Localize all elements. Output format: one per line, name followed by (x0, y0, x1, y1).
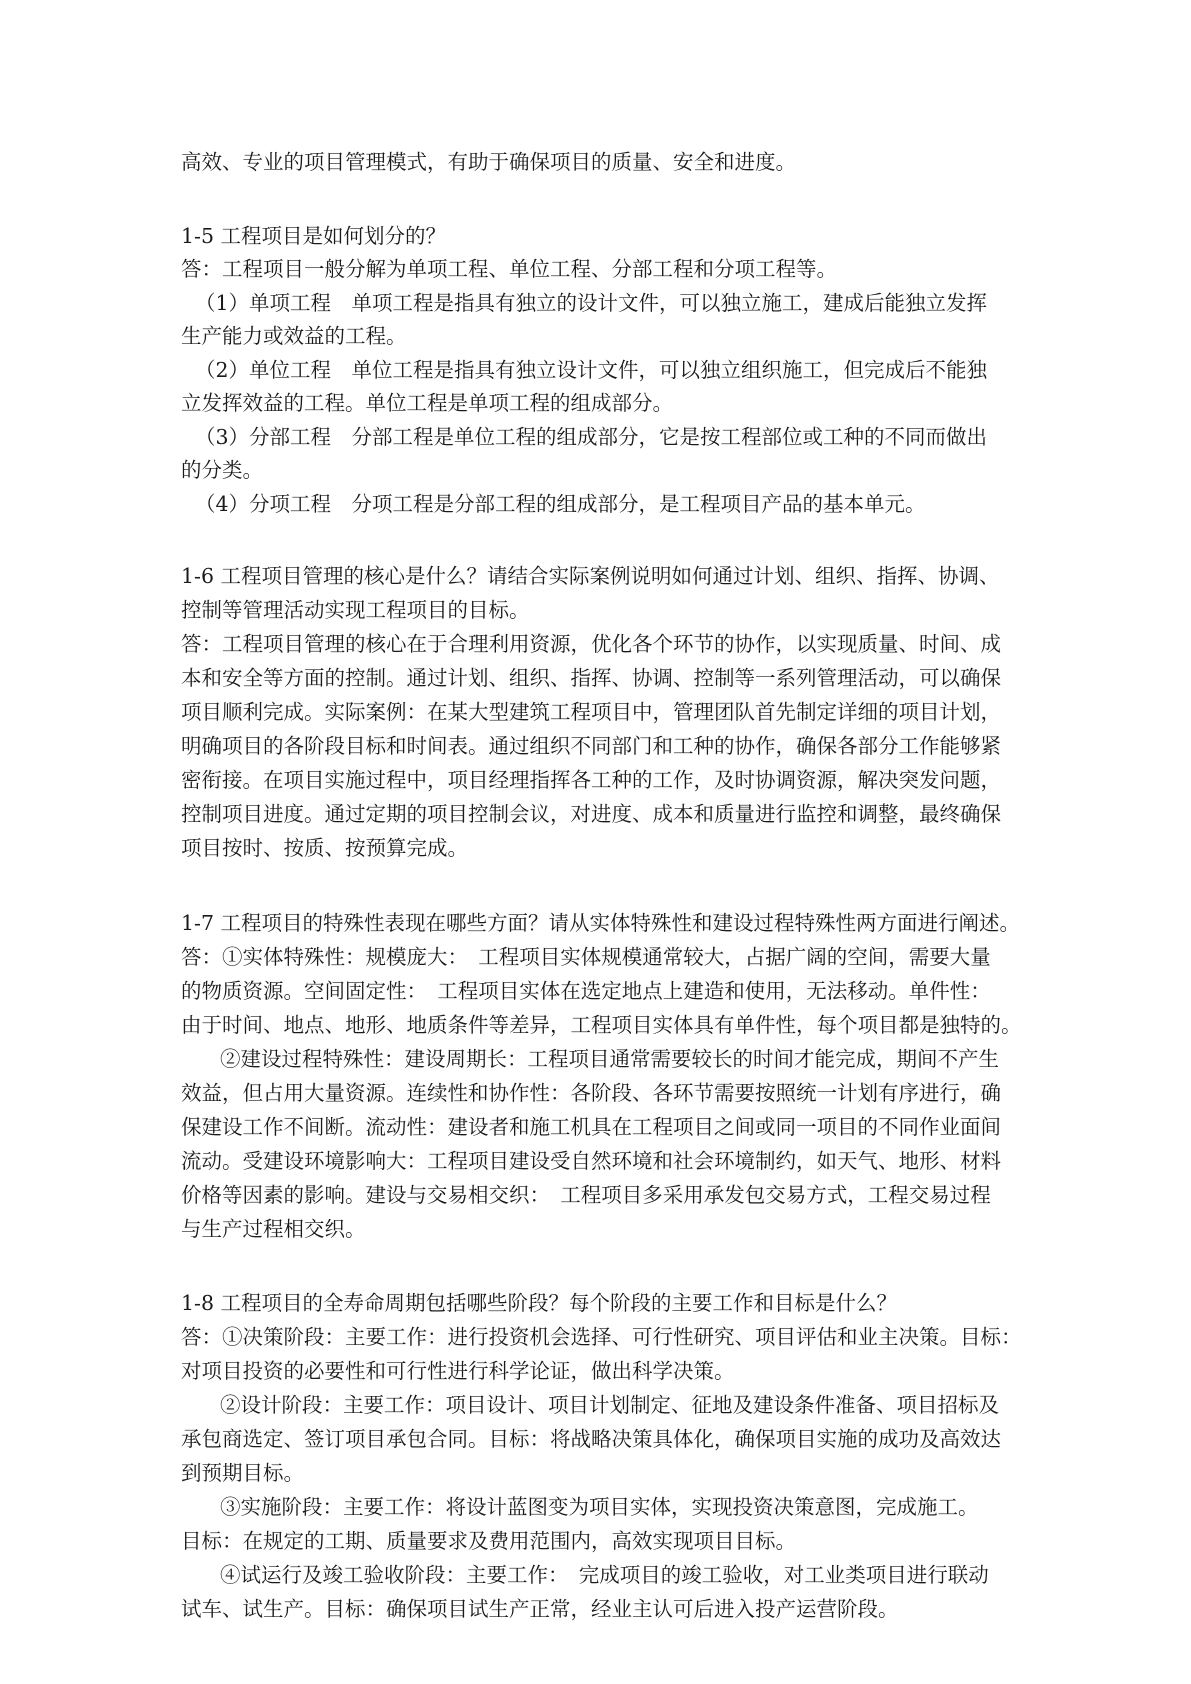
text-line: 流动。受建设环境影响大：工程项目建设受自然环境和社会环境制约，如天气、地形、材料 (181, 1149, 1001, 1173)
text-line: ②建设过程特殊性：建设周期长：工程项目通常需要较长的时间才能完成，期间不产生 (220, 1047, 999, 1071)
text-line: 控制项目进度。通过定期的项目控制会议，对进度、成本和质量进行监控和调整，最终确保 (181, 802, 1001, 826)
text-line: （1）单项工程 单项工程是指具有独立的设计文件，可以独立施工，建成后能独立发挥 (195, 291, 988, 315)
text-line: 密衔接。在项目实施过程中，项目经理指挥各工种的工作，及时协调资源，解决突发问题， (181, 768, 1001, 792)
text-line: 由于时间、地点、地形、地质条件等差异，工程项目实体具有单件性，每个项目都是独特的。 (181, 1013, 1021, 1037)
text-line: 明确项目的各阶段目标和时间表。通过组织不同部门和工种的协作，确保各部分工作能够紧 (181, 734, 1001, 758)
text-line: 保建设工作不间断。流动性：建设者和施工机具在工程项目之间或同一项目的不同作业面间 (181, 1115, 1001, 1139)
text-line: ④试运行及竣工验收阶段：主要工作： 完成项目的竣工验收，对工业类项目进行联动 (220, 1563, 989, 1587)
text-line: 对项目投资的必要性和可行性进行科学论证，做出科学决策。 (181, 1359, 735, 1383)
text-line: 试车、试生产。目标：确保项目试生产正常，经业主认可后进入投产运营阶段。 (181, 1597, 899, 1621)
text-line: （4）分项工程 分项工程是分部工程的组成部分，是工程项目产品的基本单元。 (195, 492, 926, 516)
answer-line: 答：工程项目管理的核心在于合理利用资源，优化各个环节的协作，以实现质量、时间、成 (181, 632, 1001, 656)
text-line: （3）分部工程 分部工程是单位工程的组成部分，它是按工程部位或工种的不同而做出 (195, 425, 988, 449)
question-heading: 1-6 工程项目管理的核心是什么？请结合实际案例说明如何通过计划、组织、指挥、协调、 (181, 564, 1000, 588)
question-heading: 控制等管理活动实现工程项目的目标。 (181, 598, 530, 622)
text-line: ③实施阶段：主要工作：将设计蓝图变为项目实体，实现投资决策意图，完成施工。 (220, 1495, 979, 1519)
question-heading: 1-7 工程项目的特殊性表现在哪些方面？请从实体特殊性和建设过程特殊性两方面进行阐述。 (181, 911, 1021, 935)
answer-line: 答：①决策阶段：主要工作：进行投资机会选择、可行性研究、项目评估和业主决策。目标： (181, 1325, 1021, 1349)
text-line: 效益，但占用大量资源。连续性和协作性：各阶段、各环节需要按照统一计划有序进行，确 (181, 1081, 1001, 1105)
text-line: 项目按时、按质、按预算完成。 (181, 836, 468, 860)
text-line: 高效、专业的项目管理模式，有助于确保项目的质量、安全和进度。 (181, 150, 796, 174)
answer-line: 答：工程项目一般分解为单项工程、单位工程、分部工程和分项工程等。 (181, 257, 837, 281)
text-line: 的分类。 (181, 458, 263, 482)
text-line: 项目顺利完成。实际案例：在某大型建筑工程项目中，管理团队首先制定详细的项目计划， (181, 700, 1001, 724)
text-line: ②设计阶段：主要工作：项目设计、项目计划制定、征地及建设条件准备、项目招标及 (220, 1393, 999, 1417)
answer-line: 答：①实体特殊性：规模庞大： 工程项目实体规模通常较大，占据广阔的空间，需要大量 (181, 945, 991, 969)
text-line: 的物质资源。空间固定性： 工程项目实体在选定地点上建造和使用，无法移动。单件性： (181, 979, 991, 1003)
question-heading: 1-8 工程项目的全寿命周期包括哪些阶段？每个阶段的主要工作和目标是什么？ (181, 1291, 898, 1315)
text-line: 到预期目标。 (181, 1461, 304, 1485)
text-line: 与生产过程相交织。 (181, 1217, 366, 1241)
text-line: 本和安全等方面的控制。通过计划、组织、指挥、协调、控制等一系列管理活动，可以确保 (181, 666, 1001, 690)
text-line: 承包商选定、签订项目承包合同。目标：将战略决策具体化，确保项目实施的成功及高效达 (181, 1427, 1001, 1451)
text-line: （2）单位工程 单位工程是指具有独立设计文件，可以独立组织施工，但完成后不能独 (195, 358, 988, 382)
text-line: 立发挥效益的工程。单位工程是单项工程的组成部分。 (181, 391, 673, 415)
text-line: 生产能力或效益的工程。 (181, 324, 407, 348)
text-line: 价格等因素的影响。建设与交易相交织： 工程项目多采用承发包交易方式，工程交易过程 (181, 1183, 991, 1207)
question-heading: 1-5 工程项目是如何划分的？ (181, 224, 447, 248)
text-line: 目标：在规定的工期、质量要求及费用范围内，高效实现项目目标。 (181, 1529, 796, 1553)
